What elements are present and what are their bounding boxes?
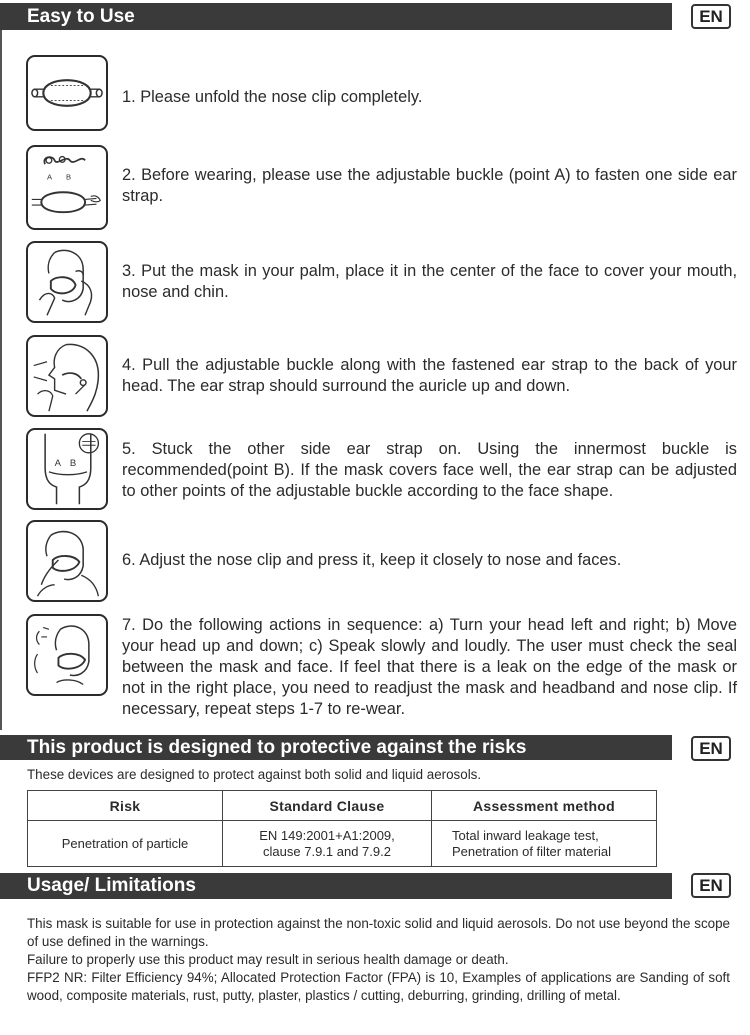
section-title: Easy to Use bbox=[27, 6, 135, 27]
usage-paragraph-3: FFP2 NR: Filter Efficiency 94%; Allocated Protection Factor (FPA) is 10, Examples of applications are Sanding of soft wood, composite materials, rust, putty, plaster, plastics / cutting, deburring, grinding, drilling of metal. bbox=[27, 970, 730, 1003]
unfolded-mask-icon bbox=[26, 55, 108, 131]
cell-standard-clause bbox=[223, 821, 432, 867]
cell-risk: Penetration of particle bbox=[28, 821, 223, 867]
clause-line-2: clause 7.9.1 and 7.9.2 bbox=[263, 843, 391, 859]
column-header-risk: Risk bbox=[28, 791, 223, 821]
section-header-usage-limitations bbox=[0, 873, 672, 899]
mask-on-face-icon bbox=[26, 241, 108, 323]
column-header-standard-clause: Standard Clause bbox=[223, 791, 432, 821]
label-b: B bbox=[69, 458, 77, 470]
left-margin-line bbox=[0, 30, 2, 730]
section-header-easy-to-use bbox=[0, 3, 672, 30]
step-1-text: 1. Please unfold the nose clip completely. bbox=[122, 88, 423, 106]
table-header-row bbox=[28, 791, 657, 821]
back-of-head-buckle-icon bbox=[26, 428, 108, 510]
seal-check-icon bbox=[26, 614, 108, 696]
step-6-text: 6. Adjust the nose clip and press it, keep it closely to nose and faces. bbox=[122, 551, 622, 569]
section-title: This product is designed to protective against the risks bbox=[27, 737, 527, 758]
step-7-text: 7. Do the following actions in sequence: a) Turn your head left and right; b) Move your head up and down; c) Speak slowly and loudly. The user must check the seal between the mask and face. If feel that there is a leak on the edge of the mask or not in the right place, you need to readjust the mask and headband and nose clip. If necessary, repeat steps 1-7 to re-wear. bbox=[122, 616, 737, 718]
section-title: Usage/ Limitations bbox=[27, 875, 196, 896]
label-a: A bbox=[54, 458, 61, 470]
method-line-1: Total inward leakage test, bbox=[452, 827, 599, 843]
label-a: A bbox=[47, 172, 53, 182]
clause-line-1: EN 149:2001+A1:2009, bbox=[259, 827, 395, 843]
section-header-risks bbox=[0, 735, 672, 760]
step-4-text: 4. Pull the adjustable buckle along with the fastened ear strap to the back of your head. The ear strap should surround the auricle up and down. bbox=[122, 356, 737, 395]
language-badge: EN bbox=[691, 4, 731, 29]
table-row bbox=[28, 821, 657, 867]
strap-behind-head-icon bbox=[26, 335, 108, 417]
label-b: B bbox=[66, 172, 72, 182]
column-header-assessment-method: Assessment method bbox=[432, 791, 657, 821]
language-badge: EN bbox=[691, 873, 731, 898]
cell-assessment-method bbox=[432, 821, 657, 867]
usage-paragraph-1: This mask is suitable for use in protection against the non-toxic solid and liquid aerosols. Do not use beyond the scope of use defined in the warnings. bbox=[27, 916, 730, 949]
usage-paragraph-2: Failure to properly use this product may result in serious health damage or death. bbox=[27, 952, 509, 967]
buckle-strap-icon bbox=[26, 145, 108, 230]
language-badge: EN bbox=[691, 736, 731, 761]
step-3-text: 3. Put the mask in your palm, place it in the center of the face to cover your mouth, nose and chin. bbox=[122, 262, 737, 301]
method-line-2: Penetration of filter material bbox=[452, 843, 611, 859]
step-5-text: 5. Stuck the other side ear strap on. Using the innermost buckle is recommended(point B). If the mask covers face well, the ear strap can be adjusted to other points of the adjustable buckle according to the face shape. bbox=[122, 440, 737, 500]
risk-table bbox=[27, 790, 657, 867]
step-2-text: 2. Before wearing, please use the adjustable buckle (point A) to fasten one side ear strap. bbox=[122, 166, 737, 205]
press-nose-clip-icon bbox=[26, 520, 108, 602]
risks-intro: These devices are designed to protect against both solid and liquid aerosols. bbox=[27, 767, 482, 782]
